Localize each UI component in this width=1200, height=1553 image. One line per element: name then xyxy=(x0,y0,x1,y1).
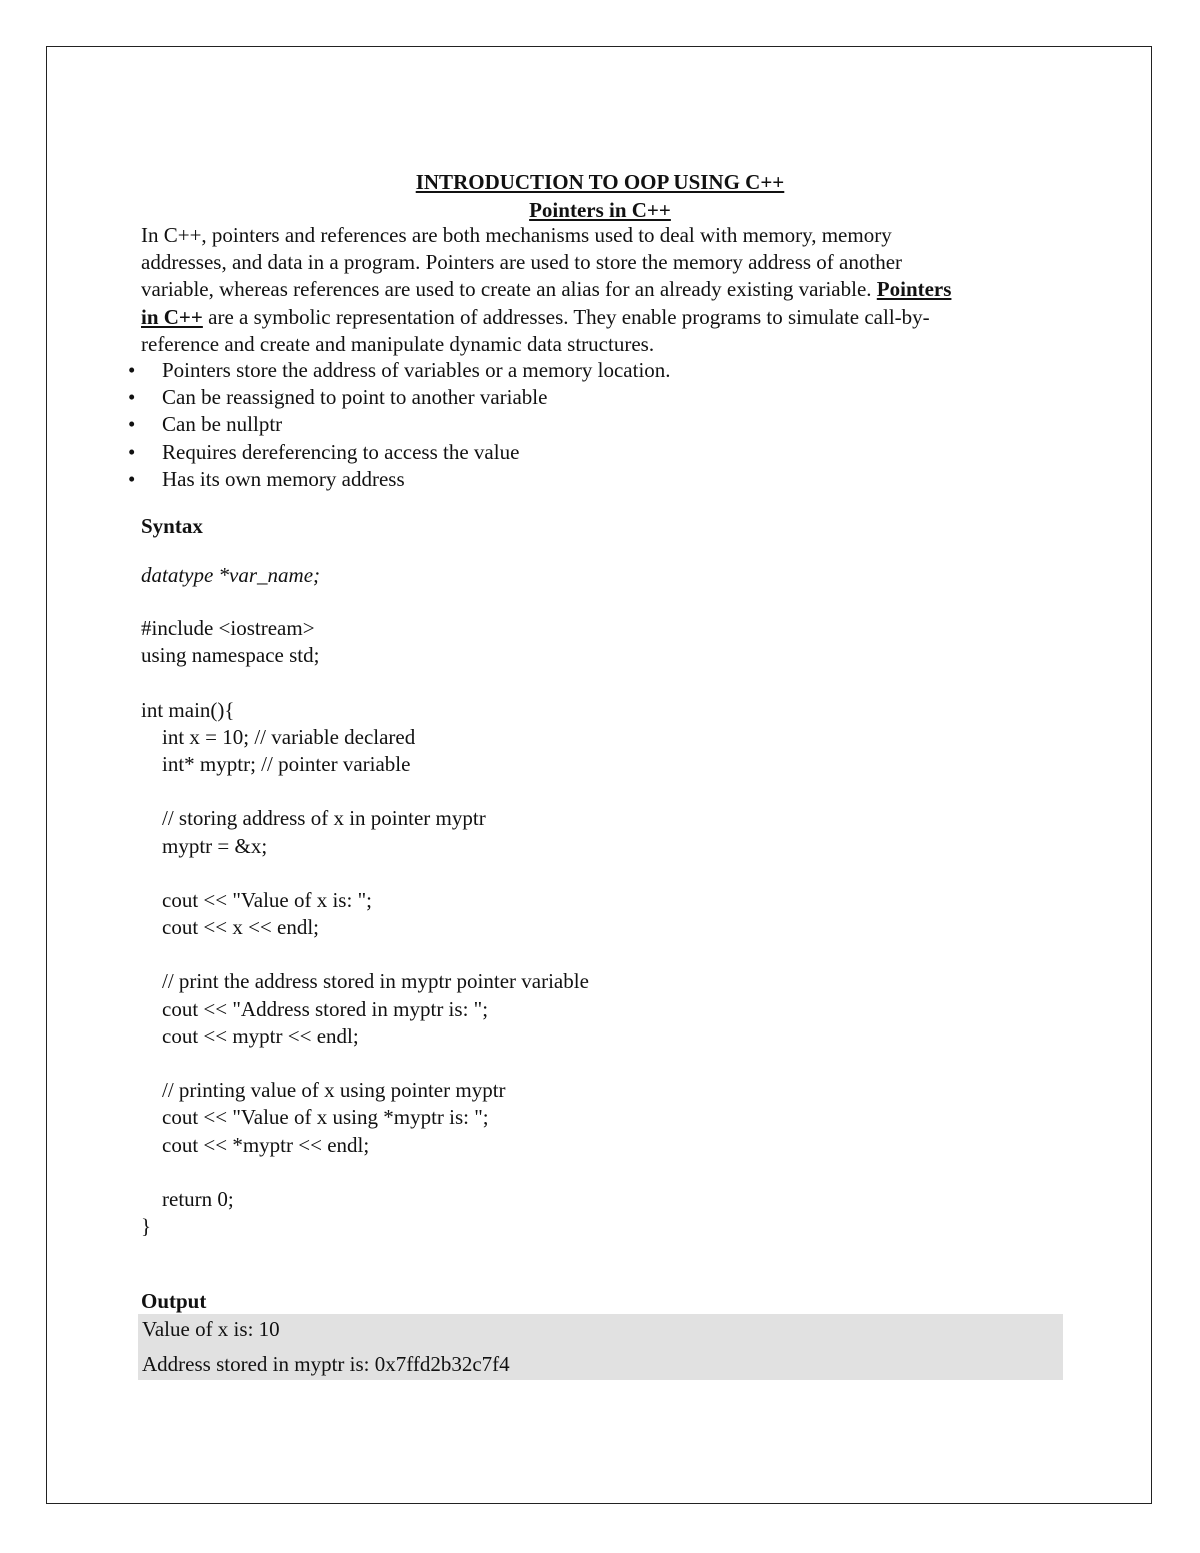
code-line xyxy=(141,669,589,696)
list-item-text: Can be nullptr xyxy=(162,412,283,437)
syntax-declaration: datatype *var_name; xyxy=(141,563,321,587)
bullet-icon: • xyxy=(128,412,136,437)
output-line: Value of x is: 10 xyxy=(142,1317,280,1341)
list-item-text: Requires dereferencing to access the value xyxy=(162,439,520,464)
syntax-heading: Syntax xyxy=(141,514,203,538)
list-item xyxy=(122,439,671,466)
code-line: using namespace std; xyxy=(141,643,320,668)
code-line: return 0; xyxy=(141,1186,234,1211)
bullet-icon: • xyxy=(128,439,136,464)
intro-line xyxy=(141,304,1071,331)
code-line xyxy=(141,860,589,887)
code-line xyxy=(141,1159,589,1186)
intro-line: addresses, and data in a program. Pointers are used to store the memory address of another xyxy=(141,250,903,275)
output-box xyxy=(138,1314,1063,1380)
list-item-text: Has its own memory address xyxy=(162,466,405,491)
output-heading: Output xyxy=(141,1289,207,1313)
intro-bold-term: Pointers xyxy=(876,277,952,302)
code-line: #include <iostream> xyxy=(141,616,315,640)
intro-line: In C++, pointers and references are both mechanisms used to deal with memory, memory xyxy=(141,223,892,247)
code-line: int x = 10; // variable declared xyxy=(141,724,416,749)
intro-line: reference and create and manipulate dynamic data structures. xyxy=(141,331,655,356)
bullet-icon: • xyxy=(128,466,136,491)
code-line: cout << x << endl; xyxy=(141,915,320,940)
list-item-text: Can be reassigned to point to another variable xyxy=(162,385,548,410)
code-line: } xyxy=(141,1214,152,1239)
code-block xyxy=(141,615,589,1240)
code-line xyxy=(141,941,589,968)
code-line: int* myptr; // pointer variable xyxy=(141,751,411,776)
list-item xyxy=(122,466,671,493)
code-line xyxy=(141,1050,589,1077)
code-line: // print the address stored in myptr pointer variable xyxy=(141,969,589,994)
bullet-icon: • xyxy=(128,385,136,410)
bullet-list xyxy=(122,357,671,493)
list-item-text: Pointers store the address of variables or a memory location. xyxy=(162,358,671,382)
code-line xyxy=(141,778,589,805)
intro-bold-term: in C++ xyxy=(141,304,203,329)
list-item xyxy=(122,384,671,411)
code-line: myptr = &x; xyxy=(141,833,268,858)
code-line: cout << "Value of x using *myptr is: "; xyxy=(141,1105,489,1130)
code-line: cout << "Address stored in myptr is: "; xyxy=(141,996,489,1021)
code-line: // printing value of x using pointer myptr xyxy=(141,1078,506,1103)
intro-text: variable, whereas references are used to create an alias for an already existing variable. xyxy=(141,277,877,302)
intro-line xyxy=(141,276,1071,303)
page-title: INTRODUCTION TO OOP USING C++ xyxy=(415,170,785,194)
list-item xyxy=(122,357,671,384)
code-line: cout << *myptr << endl; xyxy=(141,1132,370,1157)
code-line: cout << myptr << endl; xyxy=(141,1023,359,1048)
code-line: int main(){ xyxy=(141,697,235,722)
output-line: Address stored in myptr is: 0x7ffd2b32c7f4 xyxy=(142,1352,510,1376)
section-title: Pointers in C++ xyxy=(529,198,671,222)
intro-paragraph xyxy=(141,222,1071,358)
bullet-icon: • xyxy=(128,358,136,382)
intro-text: are a symbolic representation of addresses. They enable programs to simulate call-by- xyxy=(202,304,930,329)
code-line: // storing address of x in pointer myptr xyxy=(141,806,486,831)
code-line: cout << "Value of x is: "; xyxy=(141,887,372,912)
list-item xyxy=(122,411,671,438)
